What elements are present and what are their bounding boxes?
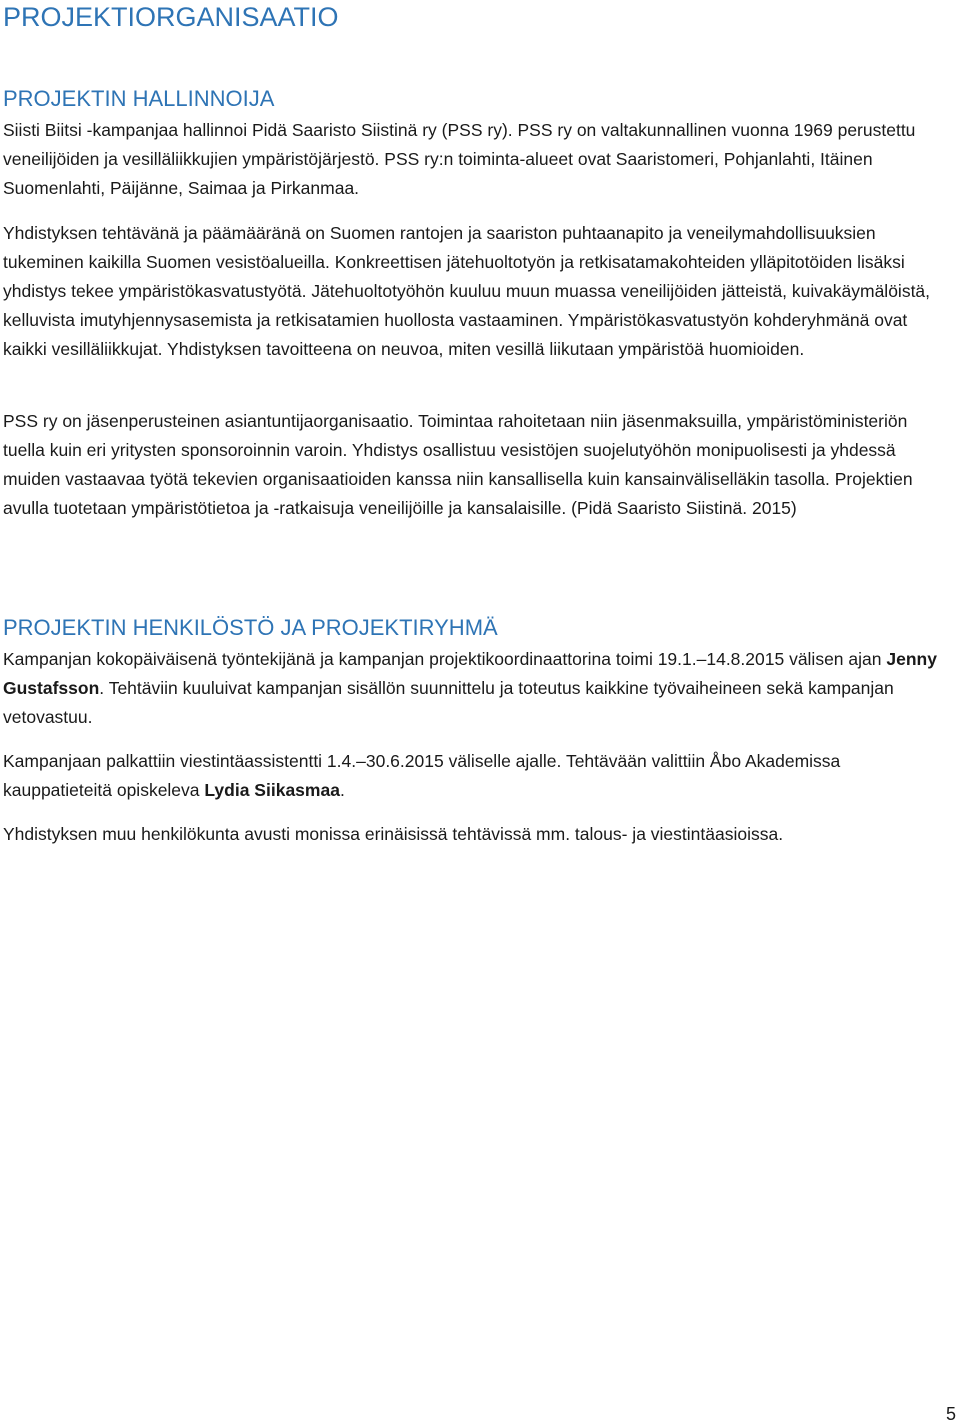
paragraph-hallinnoija-intro: Siisti Biitsi -kampanjaa hallinnoi Pidä Saaristo Siistinä ry (PSS ry). PSS ry on valtakunnallinen vuonna 1969 perustettu veneilijöiden ja vesilläliikkujien ympäristöjärjestö. PSS ry:n toiminta-alueet ovat Saaristomeri, Pohjanlahti, Itäinen Suomenlahti, Päijänne, Saimaa ja Pirkanmaa. <box>3 120 916 198</box>
text-segment: . <box>339 780 345 800</box>
text-segment: Kampanjan kokopäiväisenä työntekijänä ja kampanjan projektikoordinaattorina toimi 19.1.–14.8.2015 välisen ajan <box>3 649 887 669</box>
section-heading-henkilosto: PROJEKTIN HENKILÖSTÖ JA PROJEKTIRYHMÄ <box>3 615 498 640</box>
paragraph-projektikoordinaattori <box>3 645 953 732</box>
person-name-lydia: Lydia Siikasmaa <box>204 780 340 800</box>
text-segment: Kampanjaan palkattiin viestintäassistentti 1.4.–30.6.2015 väliselle ajalle. Tehtävään valittiin Åbo Akademissa kauppatieteitä opiskeleva <box>3 751 841 800</box>
section-heading-hallinnoija: PROJEKTIN HALLINNOIJA <box>3 86 275 111</box>
paragraph-muu-henkilokunta: Yhdistyksen muu henkilökunta avusti monissa erinäisissä tehtävissä mm. talous- ja viestintäasioissa. <box>3 824 784 844</box>
paragraph-viestintaassistentti <box>3 747 953 805</box>
page-title: PROJEKTIORGANISAATIO <box>3 2 339 32</box>
page-number: 5 <box>945 1404 956 1424</box>
paragraph-jasenperusteinen: PSS ry on jäsenperusteinen asiantuntijaorganisaatio. Toimintaa rahoitetaan niin jäsenmaksuilla, ympäristöministeriön tuella kuin eri yritysten sponsoroinnin varoin. Yhdistys osallistuu vesistöjen suojelutyöhön monipuolisesti ja yhdessä muiden vastaavaa työtä tekevien organisaatioiden kanssa niin kansallisella kuin kansainväliselläkin tasolla. Projektien avulla tuotetaan ympäristötietoa ja -ratkaisuja veneilijöille ja kansalaisille. (Pidä Saaristo Siistinä. 2015) <box>3 411 913 518</box>
paragraph-yhdistyksen-tehtava: Yhdistyksen tehtävänä ja päämääränä on Suomen rantojen ja saariston puhtaanapito ja veneilymahdollisuuksien tukeminen kaikilla Suomen vesistöalueilla. Konkreettisen jätehuoltotyön ja retkisatamakohteiden ylläpitotöiden lisäksi yhdistys tekee ympäristökasvatustyötä. Jätehuoltotyöhön kuuluu muun muassa veneilijöiden jätteistä, kuivakäymälöistä, kelluvista imutyhjennysasemista ja retkisatamien huollosta vastaaminen. Ympäristökasvatustyön kohderyhmänä ovat kaikki vesilläliikkujat. Yhdistyksen tavoitteena on neuvoa, miten vesillä liikutaan ympäristöä huomioiden. <box>3 223 931 359</box>
text-segment: . Tehtäviin kuuluivat kampanjan sisällön suunnittelu ja toteutus kaikkine työvaiheineen sekä kampanjan vetovastuu. <box>3 678 894 727</box>
person-name-jenny: Jenny Gustafsson <box>3 649 937 698</box>
